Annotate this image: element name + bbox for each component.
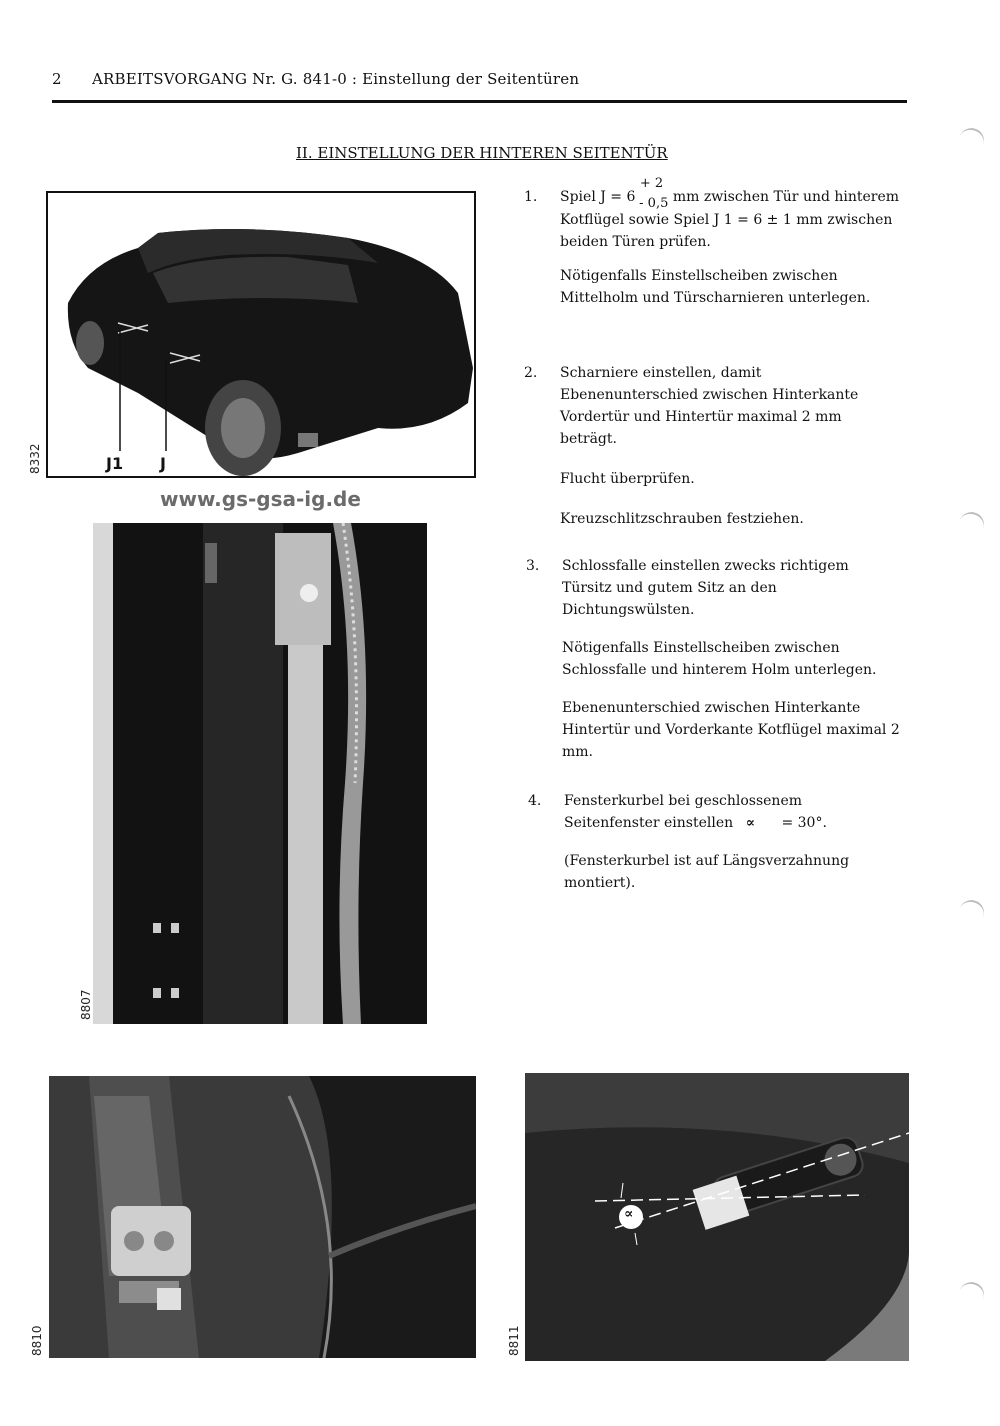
figure-striker-photo <box>49 1076 476 1358</box>
edge-mark <box>954 1278 988 1313</box>
figure-crank-photo <box>525 1073 909 1361</box>
alpha-marker: ∝ <box>624 1206 634 1222</box>
section-title: II. EINSTELLUNG DER HINTEREN SEITENTÜR <box>296 144 668 162</box>
car-illustration <box>48 193 474 476</box>
page-number: 2 <box>52 70 62 88</box>
crank-illustration <box>525 1073 909 1361</box>
tolerance-plus: + 2 <box>639 176 664 191</box>
step-4-note: (Fensterkurbel ist auf Längsverzahnung montiert). <box>564 853 850 891</box>
step-4-text-a: Fensterkurbel bei geschlossenem Seitenfenster einstellen <box>564 793 803 831</box>
figure-number: 8810 <box>30 1325 44 1356</box>
step-1-line-2: Kotflügel sowie Spiel J 1 = 6 ± 1 mm zwischen <box>560 212 893 228</box>
step-3 <box>526 555 906 760</box>
watermark-url: www.gs-gsa-ig.de <box>160 487 361 511</box>
step-number: 2. <box>524 365 538 381</box>
spiel-value: Spiel J = 6 <box>560 189 636 205</box>
step-2-note-1: Flucht überprüfen. <box>560 471 695 487</box>
step-1-line-1 <box>560 176 900 211</box>
step-1-line-1-rest: mm zwischen Tür und hinterem <box>672 189 900 205</box>
step-number: 1. <box>524 189 538 205</box>
edge-mark <box>954 896 988 931</box>
edge-mark <box>954 508 988 543</box>
step-number: 4. <box>528 793 542 809</box>
edge-mark <box>954 124 988 159</box>
figure-hinge-photo <box>93 523 427 1024</box>
step-2-note-2: Kreuzschlitzschrauben festziehen. <box>560 511 804 527</box>
figure-number: 8807 <box>79 989 93 1020</box>
figure-number: 8332 <box>28 443 42 474</box>
figure-label-j: J <box>160 454 166 473</box>
step-body <box>560 176 900 321</box>
page-header <box>52 70 912 88</box>
header-title: ARBEITSVORGANG Nr. G. 841-0 : Einstellung der Seitentüren <box>92 70 580 88</box>
step-3-text: Schlossfalle einstellen zwecks richtigem Türsitz und gutem Sitz an den Dichtungswülsten. <box>562 558 849 618</box>
step-2 <box>524 362 904 527</box>
step-2-text: Scharniere einstellen, damit Ebenenunterschied zwischen Hinterkante Vordertür und Hintertür maximal 2 mm beträgt. <box>560 365 859 447</box>
tolerance-minus: - 0,5 <box>639 196 669 211</box>
tolerance <box>639 176 669 211</box>
figure-car-photo <box>46 191 476 478</box>
step-3-note-1: Nötigenfalls Einstellscheiben zwischen Schlossfalle und hinterem Holm unterlegen. <box>562 640 877 678</box>
step-1-note: Nötigenfalls Einstellscheiben zwischen Mittelholm und Türscharnieren unterlegen. <box>560 268 871 306</box>
step-body <box>564 790 894 906</box>
step-body <box>560 362 900 542</box>
figure-number: 8811 <box>507 1325 521 1356</box>
step-1 <box>524 176 904 306</box>
alpha-symbol: ∝ <box>745 815 755 831</box>
step-body <box>562 555 902 775</box>
figure-label-j1: J1 <box>106 454 124 473</box>
step-4-text-b: = 30°. <box>781 815 827 831</box>
step-1-line-3: beiden Türen prüfen. <box>560 234 711 250</box>
step-3-note-2: Ebenenunterschied zwischen Hinterkante Hintertür und Vorderkante Kotflügel maximal 2 mm. <box>562 700 900 760</box>
step-number: 3. <box>526 558 540 574</box>
striker-illustration <box>49 1076 476 1358</box>
hinge-illustration <box>93 523 427 1024</box>
step-4 <box>528 790 908 900</box>
header-rule <box>52 100 907 103</box>
step-4-text <box>564 790 894 834</box>
